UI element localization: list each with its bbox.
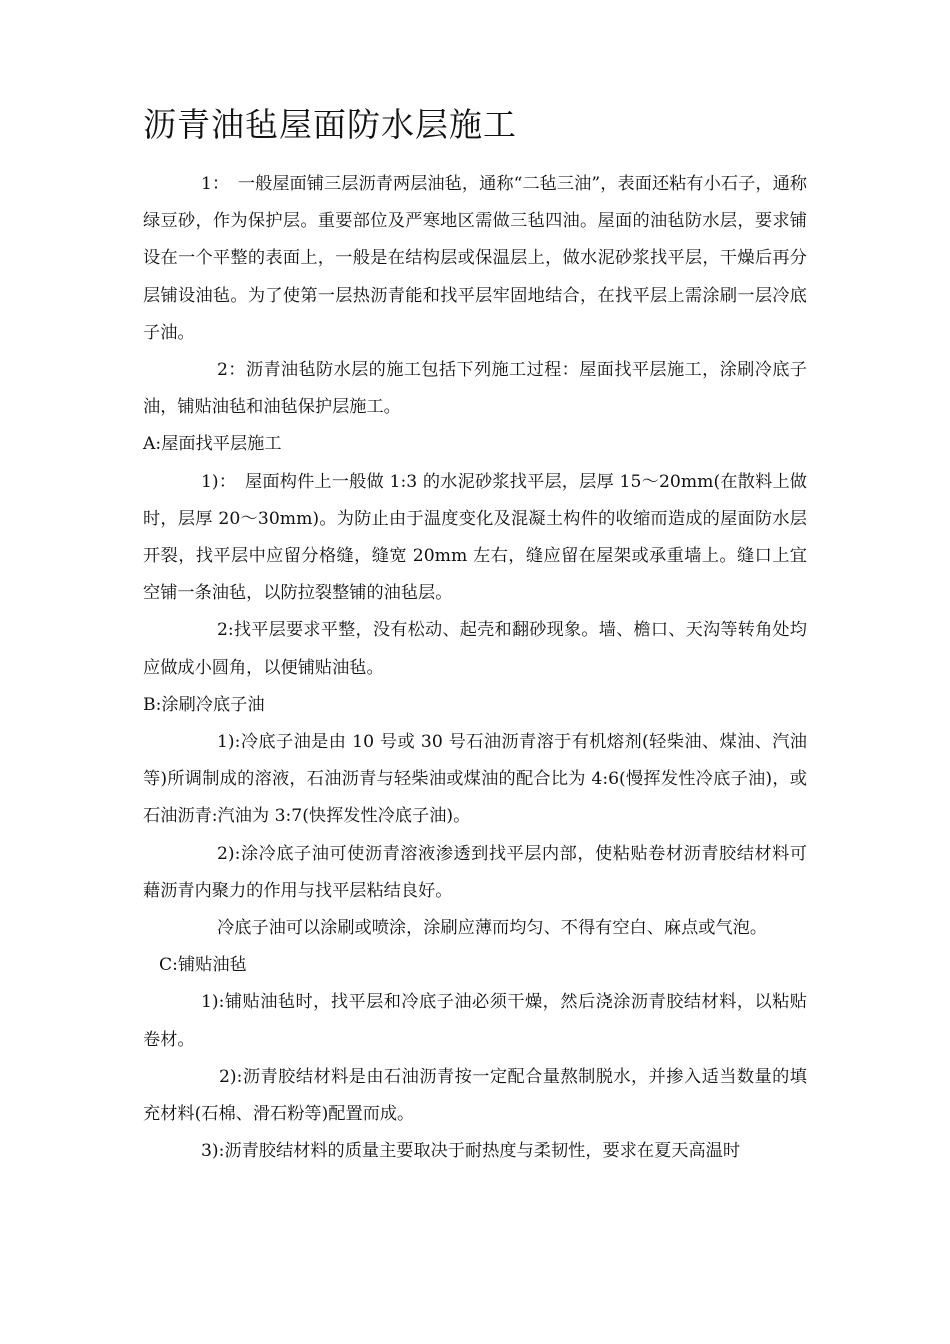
paragraph: 1):冷底子油是由 10 号或 30 号石油沥青溶于有机熔剂(轻柴油、煤油、汽油等)所调制成的溶液，石油沥青与轻柴油或煤油的配合比为 4:6(慢挥发性冷底子油)，或石油沥青:汽油为 3:7(快挥发性冷底子油)。	[143, 732, 807, 827]
paragraph: 2:找平层要求平整，没有松动、起壳和翻砂现象。墙、檐口、天沟等转角处均应做成小圆角，以便铺贴油毡。	[143, 620, 807, 678]
paragraph: 2):沥青胶结材料是由石油沥青按一定配合量熬制脱水，并掺入适当数量的填充材料(石棉、滑石粉等)配置而成。	[143, 1066, 807, 1125]
document-title: 沥青油毡屋面防水层施工	[143, 105, 517, 144]
paragraph: 2):涂冷底子油可使沥青溶液渗透到找平层内部，使粘贴卷材沥青胶结材料可藉沥青内聚力的作用与找平层粘结良好。	[143, 843, 807, 901]
paragraph: 3):沥青胶结材料的质量主要取决于耐热度与柔韧性，要求在夏天高温时	[201, 1141, 741, 1162]
paragraph: 冷底子油可以涂刷或喷涂，涂刷应薄而均匀、不得有空白、麻点或气泡。	[217, 918, 768, 939]
paragraph: 1)： 屋面构件上一般做 1:3 的水泥砂浆找平层，层厚 15～20mm(在散料上做时，层厚 20～30mm)。为防止由于温度变化及混凝土构件的收缩而造成的屋面防水层开裂，找平层中应留分格缝，缝宽 20mm 左右，缝应留在屋架或承重墙上。缝口上宜空铺一条油毡，以防拉裂整铺的油毡层。	[143, 471, 807, 604]
section-heading: A:屋面找平层施工	[143, 434, 282, 455]
document-body	[143, 166, 807, 1170]
section-heading: C:铺贴油毡	[159, 955, 247, 976]
paragraph: 2：沥青油毡防水层的施工包括下列施工过程：屋面找平层施工，涂刷冷底子油，铺贴油毡和油毡保护层施工。	[143, 360, 807, 418]
paragraph: 1： 一般屋面铺三层沥青两层油毡，通称“二毡三油”，表面还粘有小石子，通称绿豆砂，作为保护层。重要部位及严寒地区需做三毡四油。屋面的油毡防水层，要求铺设在一个平整的表面上，一般是在结构层或保温层上，做水泥砂浆找平层，干燥后再分层铺设油毡。为了使第一层热沥青能和找平层牢固地结合，在找平层上需涂刷一层冷底子油。	[143, 174, 807, 343]
paragraph: 1):铺贴油毡时，找平层和冷底子油必须干燥，然后浇涂沥青胶结材料，以粘贴卷材。	[143, 992, 807, 1050]
section-heading: B:涂刷冷底子油	[143, 694, 265, 715]
